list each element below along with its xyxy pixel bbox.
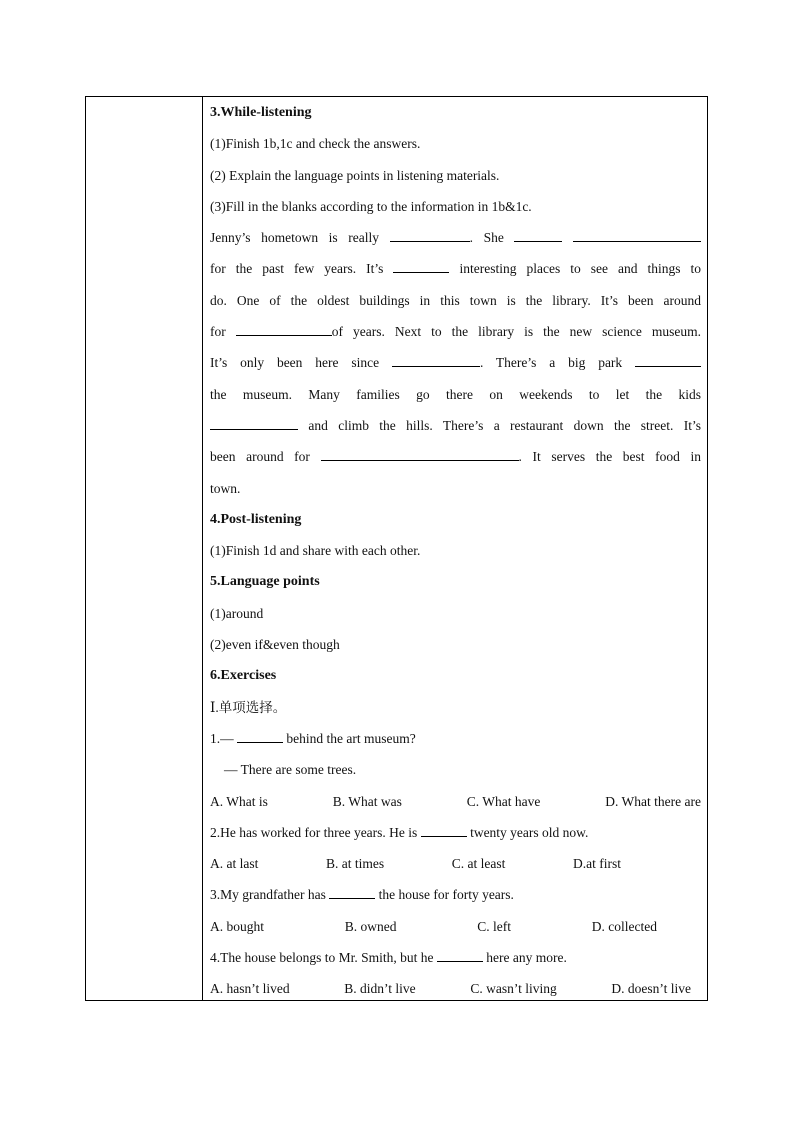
- option-d[interactable]: D. doesn’t live: [611, 981, 691, 997]
- post-listening-heading: 4.Post-listening: [210, 511, 302, 527]
- blank[interactable]: [210, 415, 298, 430]
- passage-line-1: Jenny’s hometown is really . She: [210, 222, 701, 253]
- passage-line-4: for of years. Next to the library is the new science museum.: [210, 316, 701, 347]
- while-step-2: (2) Explain the language points in listening materials.: [210, 167, 500, 183]
- question-1-answer: — There are some trees.: [224, 762, 357, 778]
- while-listening-heading: 3.While-listening: [210, 105, 312, 120]
- question-1: 1.— behind the art museum?: [210, 723, 701, 754]
- blank[interactable]: [573, 227, 701, 242]
- while-step-3: (3)Fill in the blanks according to the information in 1b&1c.: [210, 198, 532, 214]
- option-d[interactable]: D. collected: [591, 918, 657, 934]
- column-divider: [202, 97, 203, 1000]
- option-b[interactable]: B. What was: [332, 793, 402, 809]
- option-c[interactable]: C. wasn’t living: [470, 981, 557, 997]
- question-3-options: [210, 911, 701, 942]
- while-step-1: (1)Finish 1b,1c and check the answers.: [210, 136, 421, 152]
- option-d[interactable]: D. What there are: [605, 793, 701, 809]
- blank[interactable]: [236, 321, 332, 336]
- question-2-options: [210, 848, 701, 879]
- blank[interactable]: [390, 227, 470, 242]
- language-point-1: (1)around: [210, 605, 264, 621]
- question-1-options: [210, 786, 701, 817]
- option-c[interactable]: C. at least: [451, 856, 506, 872]
- passage-line-7: and climb the hills. There’s a restaurant down the street. It’s: [210, 410, 701, 441]
- question-3: 3.My grandfather has the house for forty years.: [210, 879, 701, 910]
- option-a[interactable]: A. bought: [210, 918, 264, 934]
- blank[interactable]: [329, 884, 375, 899]
- passage-line-2: for the past few years. It’s interesting places to see and things to: [210, 253, 701, 284]
- blank[interactable]: [392, 352, 480, 367]
- blank[interactable]: [437, 947, 483, 962]
- option-d[interactable]: D.at first: [573, 856, 621, 872]
- blank[interactable]: [393, 258, 449, 273]
- language-point-2: (2)even if&even though: [210, 637, 340, 653]
- option-b[interactable]: B. owned: [344, 918, 397, 934]
- blank[interactable]: [321, 446, 519, 461]
- option-a[interactable]: A. What is: [210, 793, 268, 809]
- lesson-content: [210, 97, 701, 1005]
- option-b[interactable]: B. at times: [326, 856, 385, 872]
- option-a[interactable]: A. hasn’t lived: [210, 981, 290, 997]
- option-c[interactable]: C. What have: [466, 793, 541, 809]
- language-points-heading: 5.Language points: [210, 574, 320, 590]
- blank[interactable]: [514, 227, 562, 242]
- blank[interactable]: [421, 822, 467, 837]
- passage-line-3: do. One of the oldest buildings in this town is the library. It’s been around: [210, 292, 701, 308]
- question-4: 4.The house belongs to Mr. Smith, but he here any more.: [210, 942, 701, 973]
- passage-line-8: been around for . It serves the best food in: [210, 441, 701, 472]
- option-b[interactable]: B. didn’t live: [344, 981, 416, 997]
- passage-line-9: town.: [210, 480, 241, 496]
- blank[interactable]: [635, 352, 701, 367]
- question-4-options: [210, 973, 701, 1004]
- exercise-subheading: Ⅰ.单项选择。: [210, 699, 287, 715]
- option-c[interactable]: C. left: [477, 918, 511, 934]
- exercises-heading: 6.Exercises: [210, 668, 277, 684]
- option-a[interactable]: A. at last: [210, 856, 259, 872]
- blank[interactable]: [237, 728, 283, 743]
- passage-line-6: the museum. Many families go there on weekends to let the kids: [210, 386, 701, 402]
- passage-line-5: It’s only been here since . There’s a big park: [210, 347, 701, 378]
- lesson-table: [85, 96, 708, 1001]
- question-2: 2.He has worked for three years. He is twenty years old now.: [210, 817, 701, 848]
- post-step-1: (1)Finish 1d and share with each other.: [210, 543, 421, 559]
